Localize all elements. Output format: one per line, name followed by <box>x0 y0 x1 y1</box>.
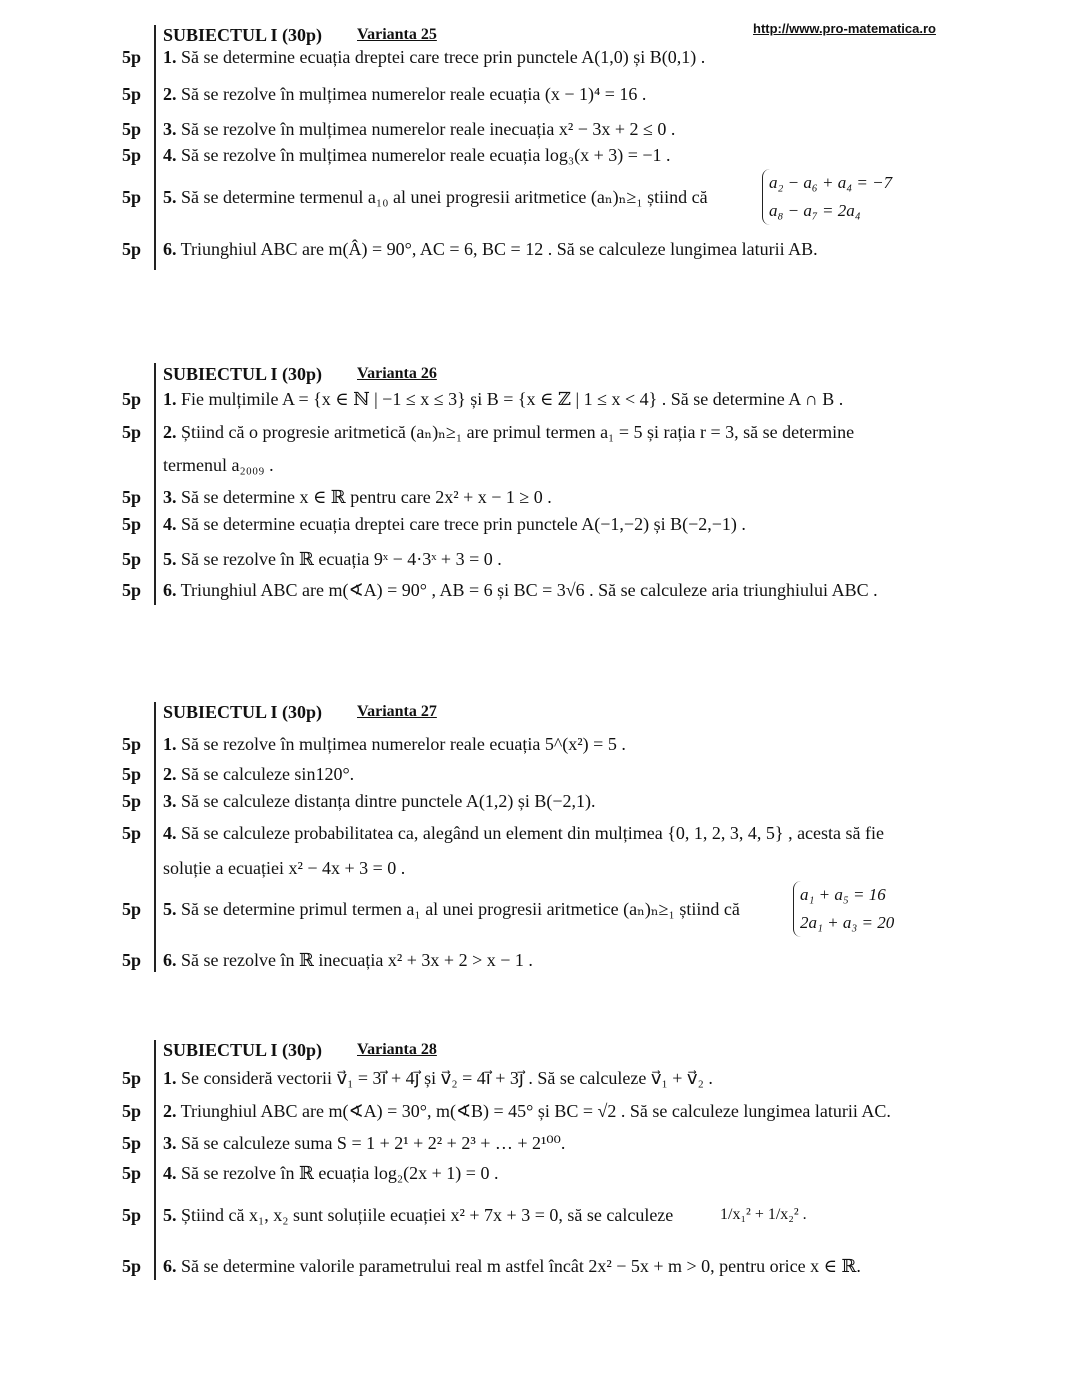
points-label: 5p <box>122 549 142 569</box>
problem-item <box>163 1132 565 1154</box>
problem-text: Să se rezolve în mulțimea numerelor reale ecuația (x − 1)⁴ = 16 . <box>176 84 647 104</box>
problem-number: 4. <box>163 823 177 843</box>
variant-label: Varianta 28 <box>357 1041 437 1058</box>
problem-item <box>163 513 746 535</box>
problem-item <box>163 83 646 105</box>
problem-item <box>163 1204 673 1226</box>
problem-number: 1. <box>163 389 177 409</box>
points-label: 5p <box>122 389 142 409</box>
problem-continuation: termenul a₂₀₀₉ . <box>163 455 274 475</box>
points-label: 5p <box>122 84 142 104</box>
points-label: 5p <box>122 950 142 970</box>
points-label: 5p <box>122 1205 142 1225</box>
points-label: 5p <box>122 422 142 442</box>
problem-number: 6. <box>163 1256 177 1276</box>
website-link[interactable]: http://www.pro-matematica.ro <box>753 21 936 36</box>
problem-text: Să se rezolve în ℝ ecuația log₂(2x + 1) = 0 . <box>176 1163 499 1183</box>
problem-item <box>163 1255 861 1277</box>
problem-item <box>163 144 671 166</box>
problem-number: 5. <box>163 549 177 569</box>
problem-number: 6. <box>163 950 177 970</box>
problem-text: Triunghiul ABC are m(Â) = 90°, AC = 6, BC = 12 . Să se calculeze lungimea laturii AB. <box>176 239 818 259</box>
problem-number: 4. <box>163 1163 177 1183</box>
points-label: 5p <box>122 1256 142 1276</box>
points-label: 5p <box>122 764 142 784</box>
problem-text: Să se rezolve în mulțimea numerelor reale ecuația 5^(x²) = 5 . <box>176 734 626 754</box>
problem-text: Să se determine valorile parametrului real m astfel încât 2x² − 5x + m > 0, pentru orice x ∈ ℝ. <box>176 1256 861 1276</box>
problem-number: 1. <box>163 734 177 754</box>
section-divider-line <box>154 363 156 605</box>
problem-text: Știind că x₁, x₂ sunt soluțiile ecuației x² + 7x + 3 = 0, să se calculeze <box>176 1205 674 1225</box>
problem-text: Triunghiul ABC are m(∢A) = 90° , AB = 6 și BC = 3√6 . Să se calculeze aria triunghiului ABC . <box>176 580 878 600</box>
variant-label: Varianta 25 <box>357 26 437 43</box>
section-divider-line <box>154 1040 156 1280</box>
problem-number: 2. <box>163 422 177 442</box>
problem-number: 4. <box>163 514 177 534</box>
points-label: 5p <box>122 1101 142 1121</box>
points-label: 5p <box>122 1133 142 1153</box>
problem-item <box>163 486 552 508</box>
points-label: 5p <box>122 145 142 165</box>
points-label: 5p <box>122 514 142 534</box>
problem-number: 1. <box>163 47 177 67</box>
problem-number: 1. <box>163 1068 177 1088</box>
problem-text: Să se rezolve în ℝ ecuația 9ˣ − 4·3ˣ + 3 = 0 . <box>176 549 502 569</box>
problem-item <box>163 1100 891 1122</box>
problem-text: Să se calculeze probabilitatea ca, alegând un element din mulțimea {0, 1, 2, 3, 4, 5} , acesta să fie <box>176 823 885 843</box>
problem-number: 5. <box>163 1205 177 1225</box>
problem-item <box>163 46 705 68</box>
system-equation: a₂ − a₆ + a₄ = −7 <box>769 173 893 192</box>
problem-text: Triunghiul ABC are m(∢A) = 30°, m(∢B) = 45° și BC = √2 . Să se calculeze lungimea laturii AC. <box>176 1101 891 1121</box>
problem-text: Să se determine primul termen a₁ al unei progresii aritmetice (aₙ)ₙ≥₁ știind că <box>176 899 740 919</box>
problem-item <box>163 763 354 785</box>
section-header: SUBIECTUL I (30p) <box>163 1040 323 1060</box>
variant-label: Varianta 27 <box>357 703 437 720</box>
problem-item <box>163 388 843 410</box>
problem-number: 5. <box>163 899 177 919</box>
problem-number: 3. <box>163 791 177 811</box>
problem-item <box>163 238 818 260</box>
problem-continuation: soluție a ecuației x² − 4x + 3 = 0 . <box>163 858 406 878</box>
problem-number: 2. <box>163 764 177 784</box>
equation-system <box>762 169 892 225</box>
problem-item <box>163 118 675 140</box>
points-label: 5p <box>122 823 142 843</box>
problem-text: Să se determine x ∈ ℝ pentru care 2x² + x − 1 ≥ 0 . <box>176 487 552 507</box>
points-label: 5p <box>122 487 142 507</box>
problem-number: 4. <box>163 145 177 165</box>
problem-item <box>163 790 596 812</box>
problem-text: Se consideră vectorii v⃗₁ = 3i⃗ + 4j⃗ și v⃗₂ = 4i⃗ + 3j⃗ . Să se calculeze v⃗₁ + v⃗₂ . <box>176 1068 713 1088</box>
problem-item <box>163 186 708 208</box>
section-header: SUBIECTUL I (30p) <box>163 364 323 384</box>
problem-item <box>163 579 878 601</box>
problem-text: Să se calculeze distanța dintre punctele A(1,2) și B(−2,1). <box>176 791 596 811</box>
equation-system <box>793 881 894 937</box>
problem-item <box>163 898 740 920</box>
system-equation: a₁ + a₅ = 16 <box>800 885 886 904</box>
problem-number: 3. <box>163 487 177 507</box>
points-label: 5p <box>122 580 142 600</box>
points-label: 5p <box>122 1068 142 1088</box>
problem-text: Să se calculeze suma S = 1 + 2¹ + 2² + 2³ + … + 2¹⁰⁰. <box>176 1133 566 1153</box>
problem-text: Să se determine termenul a₁₀ al unei progresii aritmetice (aₙ)ₙ≥₁ știind că <box>176 187 708 207</box>
problem-number: 6. <box>163 239 177 259</box>
points-label: 5p <box>122 734 142 754</box>
problem-number: 2. <box>163 84 177 104</box>
problem-text: Fie mulțimile A = {x ∈ ℕ | −1 ≤ x ≤ 3} și B = {x ∈ ℤ | 1 ≤ x < 4} . Să se determine A ∩ B . <box>176 389 844 409</box>
section-divider-line <box>154 702 156 972</box>
problem-number: 3. <box>163 1133 177 1153</box>
problem-text: Să se determine ecuația dreptei care trece prin punctele A(1,0) și B(0,1) . <box>176 47 706 67</box>
problem-text: Să se rezolve în mulțimea numerelor reale inecuația x² − 3x + 2 ≤ 0 . <box>176 119 676 139</box>
variant-label: Varianta 26 <box>357 365 437 382</box>
problem-text: Să se calculeze sin120°. <box>176 764 355 784</box>
problem-item <box>163 421 854 443</box>
fraction-expression: 1/x₁² + 1/x₂² . <box>720 1206 807 1223</box>
problem-item <box>163 822 884 844</box>
points-label: 5p <box>122 187 142 207</box>
points-label: 5p <box>122 239 142 259</box>
system-equation: a₈ − a₇ = 2a₄ <box>769 201 861 220</box>
points-label: 5p <box>122 1163 142 1183</box>
problem-number: 3. <box>163 119 177 139</box>
problem-item <box>163 548 502 570</box>
system-equation: 2a₁ + a₃ = 20 <box>800 913 895 932</box>
points-label: 5p <box>122 119 142 139</box>
problem-item <box>163 949 533 971</box>
problem-item <box>163 1162 498 1184</box>
problem-number: 6. <box>163 580 177 600</box>
problem-number: 5. <box>163 187 177 207</box>
problem-item <box>163 1067 713 1089</box>
points-label: 5p <box>122 899 142 919</box>
section-divider-line <box>154 25 156 270</box>
section-header: SUBIECTUL I (30p) <box>163 702 323 722</box>
problem-number: 2. <box>163 1101 177 1121</box>
problem-text: Să se rezolve în ℝ inecuația x² + 3x + 2 > x − 1 . <box>176 950 533 970</box>
problem-text: Să se rezolve în mulțimea numerelor reale ecuația log₃(x + 3) = −1 . <box>176 145 671 165</box>
problem-text: Să se determine ecuația dreptei care trece prin punctele A(−1,−2) și B(−2,−1) . <box>176 514 746 534</box>
problem-item <box>163 733 626 755</box>
problem-text: Știind că o progresie aritmetică (aₙ)ₙ≥₁ are primul termen a₁ = 5 și rația r = 3, să se determine <box>176 422 855 442</box>
points-label: 5p <box>122 791 142 811</box>
section-header: SUBIECTUL I (30p) <box>163 25 323 45</box>
points-label: 5p <box>122 47 142 67</box>
